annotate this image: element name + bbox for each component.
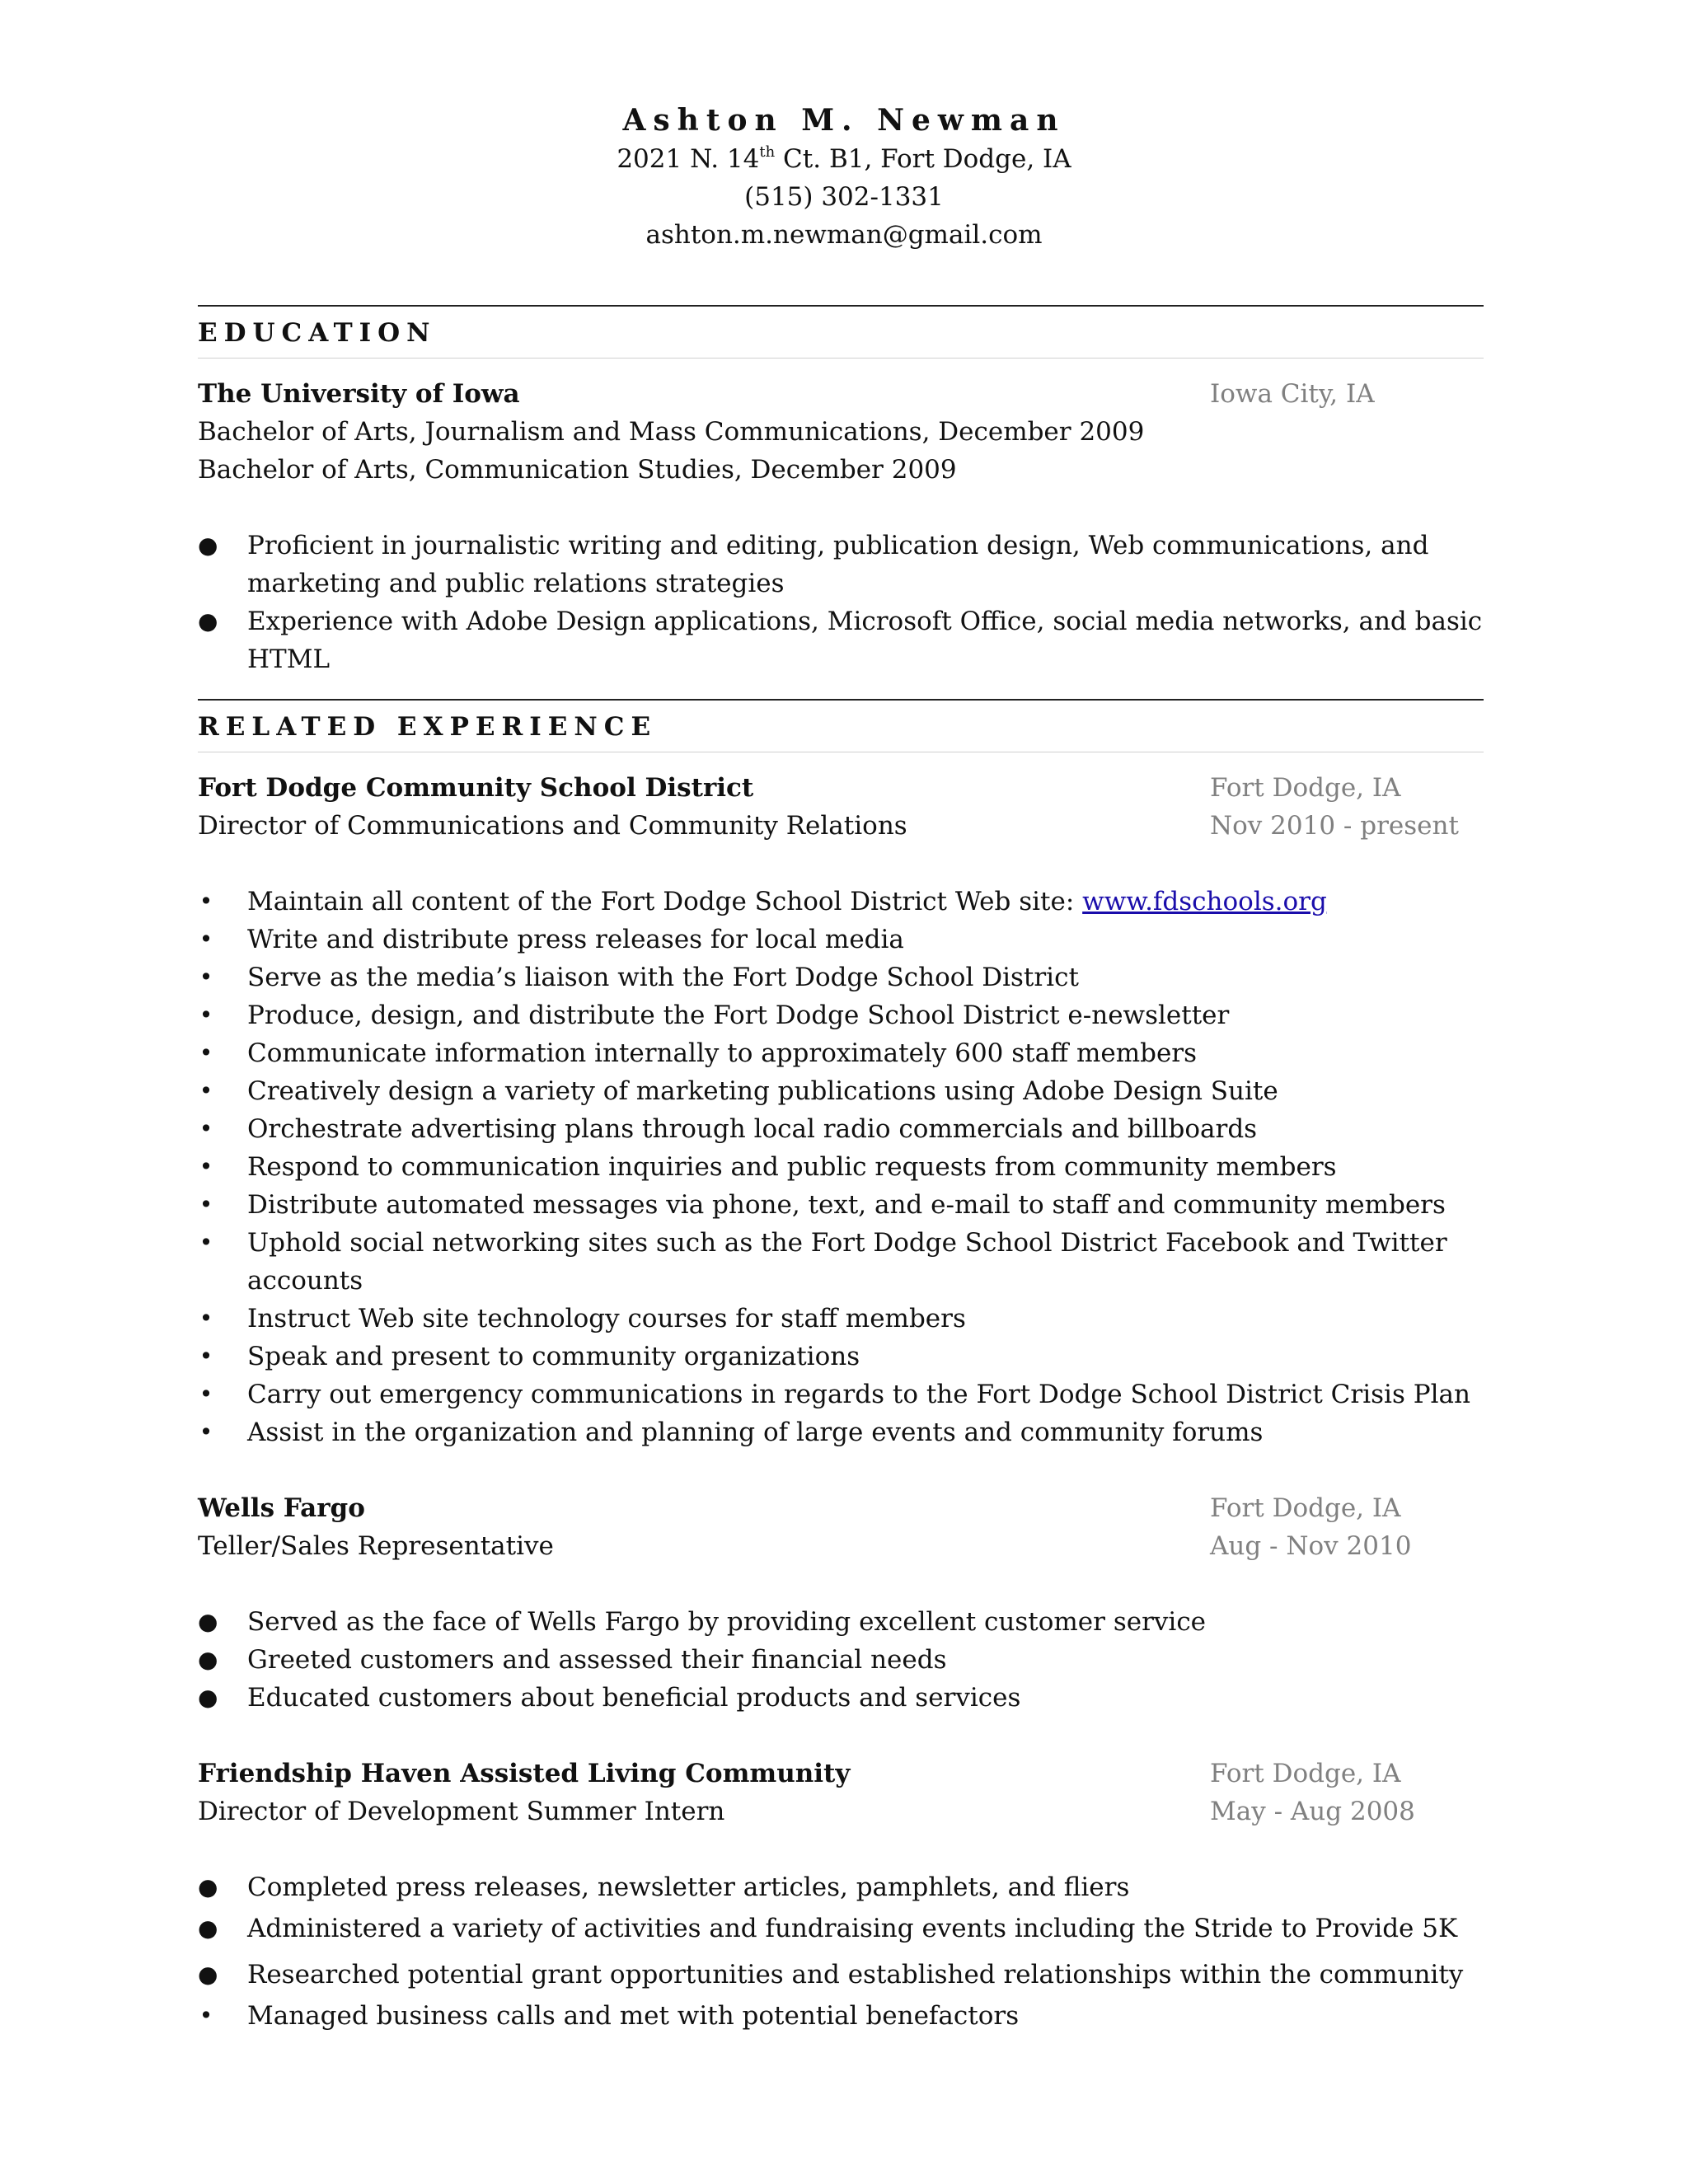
bullet-text: Instruct Web site technology courses for staff members bbox=[247, 1304, 966, 1333]
education-entry-header bbox=[198, 375, 1484, 413]
section-title: EDUCATION bbox=[198, 318, 437, 348]
bullet-icon: ● bbox=[198, 1873, 218, 1900]
bullet-icon: • bbox=[199, 1191, 213, 1218]
list-item bbox=[198, 1224, 1484, 1300]
address-suffix: Ct. B1, Fort Dodge, IA bbox=[775, 144, 1071, 174]
bullet-icon: • bbox=[199, 1115, 213, 1142]
contact-header bbox=[0, 101, 1688, 254]
bullet-text: Carry out emergency communications in regards to the Fort Dodge School District Crisis Plan bbox=[247, 1380, 1470, 1409]
list-item bbox=[198, 1034, 1484, 1072]
bullet-icon: • bbox=[199, 1039, 213, 1066]
address-superscript: th bbox=[759, 143, 776, 161]
bullet-text: Respond to communication inquiries and public requests from community members bbox=[247, 1152, 1337, 1182]
bullet-text: Served as the face of Wells Fargo by providing excellent customer service bbox=[247, 1607, 1207, 1637]
job-title: Teller/Sales Representative bbox=[198, 1531, 554, 1561]
list-item bbox=[198, 1338, 1484, 1376]
job-bullet-list bbox=[198, 1603, 1484, 1717]
job-location: Fort Dodge, IA bbox=[1210, 773, 1401, 803]
list-item bbox=[198, 1413, 1484, 1451]
employer-name: Fort Dodge Community School District bbox=[198, 773, 754, 803]
list-item bbox=[198, 921, 1484, 958]
bullet-icon: • bbox=[199, 1001, 213, 1029]
bullet-text: Greeted customers and assessed their financial needs bbox=[247, 1645, 947, 1675]
bullet-icon: • bbox=[199, 1343, 213, 1370]
list-item bbox=[198, 883, 1484, 921]
list-item bbox=[198, 1868, 1484, 1906]
bullet-text: Researched potential grant opportunities and established relationships within the community bbox=[247, 1960, 1464, 1990]
school-name: The University of Iowa bbox=[198, 379, 520, 409]
bullet-icon: • bbox=[199, 1229, 213, 1256]
bullet-icon: • bbox=[199, 1153, 213, 1180]
bullet-icon: ● bbox=[198, 1915, 218, 1942]
bullet-text: Experience with Adobe Design applications, Microsoft Office, social media networks, and basic HTML bbox=[247, 607, 1483, 674]
job-bullet-list bbox=[198, 1868, 1484, 2035]
list-item bbox=[198, 1110, 1484, 1148]
bullet-text: Produce, design, and distribute the Fort Dodge School District e-newsletter bbox=[247, 1001, 1230, 1030]
section-divider bbox=[198, 305, 1484, 307]
list-item bbox=[198, 1072, 1484, 1110]
job-subheader bbox=[198, 1793, 1484, 1830]
job-bullet-list bbox=[198, 883, 1484, 1451]
bullet-text: Educated customers about beneficial products and services bbox=[247, 1683, 1021, 1713]
job-subheader bbox=[198, 807, 1484, 845]
website-link[interactable]: www.fdschools.org bbox=[1082, 887, 1327, 916]
bullet-icon: • bbox=[199, 963, 213, 991]
job-subheader bbox=[198, 1527, 1484, 1565]
bullet-icon: ● bbox=[198, 1684, 218, 1711]
section-divider bbox=[198, 699, 1484, 701]
bullet-text: Maintain all content of the Fort Dodge School District Web site: bbox=[247, 887, 1083, 916]
bullet-text: Distribute automated messages via phone, text, and e-mail to staff and community members bbox=[247, 1190, 1446, 1220]
job-title: Director of Development Summer Intern bbox=[198, 1797, 725, 1826]
employer-name: Friendship Haven Assisted Living Community bbox=[198, 1759, 851, 1788]
list-item bbox=[198, 958, 1484, 996]
list-item bbox=[198, 1641, 1484, 1679]
bullet-text: Assist in the organization and planning of large events and community forums bbox=[247, 1418, 1264, 1447]
list-item bbox=[198, 1300, 1484, 1338]
job-entry bbox=[198, 769, 1484, 1451]
list-item bbox=[198, 602, 1484, 678]
list-item bbox=[198, 1376, 1484, 1413]
education-bullet-list bbox=[198, 527, 1484, 678]
address-line bbox=[0, 140, 1688, 178]
education-section bbox=[198, 305, 1484, 678]
bullet-text: Serve as the media’s liaison with the Fort Dodge School District bbox=[247, 963, 1079, 992]
list-item bbox=[198, 1603, 1484, 1641]
school-location: Iowa City, IA bbox=[1210, 379, 1375, 409]
phone-line: (515) 302-1331 bbox=[744, 182, 944, 212]
address-prefix: 2021 N. 14 bbox=[617, 144, 760, 174]
bullet-icon: ● bbox=[198, 607, 218, 635]
bullet-text: Write and distribute press releases for local media bbox=[247, 925, 904, 954]
job-dates: May - Aug 2008 bbox=[1210, 1797, 1415, 1826]
bullet-icon: ● bbox=[198, 1608, 218, 1635]
list-item bbox=[198, 1956, 1484, 1994]
job-title: Director of Communications and Community Relations bbox=[198, 811, 907, 841]
experience-section bbox=[198, 699, 1484, 2035]
list-item bbox=[198, 996, 1484, 1034]
list-item bbox=[198, 1186, 1484, 1224]
list-item bbox=[198, 527, 1484, 602]
employer-name: Wells Fargo bbox=[198, 1493, 365, 1523]
bullet-text: Uphold social networking sites such as the Fort Dodge School District Facebook and Twitter accounts bbox=[247, 1228, 1447, 1296]
email-line: ashton.m.newman@gmail.com bbox=[645, 220, 1043, 250]
bullet-text: Completed press releases, newsletter articles, pamphlets, and fliers bbox=[247, 1872, 1130, 1902]
list-item bbox=[198, 1997, 1484, 2035]
job-header bbox=[198, 769, 1484, 807]
bullet-text: Administered a variety of activities and fundraising events including the Stride to Provide 5K bbox=[247, 1914, 1458, 1943]
bullet-icon: • bbox=[199, 926, 213, 953]
list-item bbox=[198, 1679, 1484, 1717]
list-item bbox=[198, 1910, 1484, 1947]
bullet-icon: • bbox=[199, 888, 213, 915]
bullet-text: Creatively design a variety of marketing publications using Adobe Design Suite bbox=[247, 1076, 1278, 1106]
bullet-text: Managed business calls and met with potential benefactors bbox=[247, 2001, 1020, 2031]
bullet-icon: • bbox=[199, 1305, 213, 1332]
bullet-text-continued: marketing and public relations strategies bbox=[247, 569, 785, 598]
job-dates: Nov 2010 - present bbox=[1210, 811, 1459, 841]
job-location: Fort Dodge, IA bbox=[1210, 1759, 1401, 1788]
job-dates: Aug - Nov 2010 bbox=[1210, 1531, 1412, 1561]
job-entry bbox=[198, 1755, 1484, 2035]
bullet-icon: • bbox=[199, 2002, 213, 2029]
bullet-text: Speak and present to community organizations bbox=[247, 1342, 860, 1371]
job-header bbox=[198, 1489, 1484, 1527]
bullet-icon: • bbox=[199, 1077, 213, 1104]
bullet-icon: • bbox=[199, 1380, 213, 1408]
bullet-icon: • bbox=[199, 1418, 213, 1446]
job-location: Fort Dodge, IA bbox=[1210, 1493, 1401, 1523]
list-item bbox=[198, 1148, 1484, 1186]
bullet-icon: ● bbox=[198, 1646, 218, 1673]
bullet-text: Communicate information internally to approximately 600 staff members bbox=[247, 1038, 1198, 1068]
degree-line: Bachelor of Arts, Communication Studies, December 2009 bbox=[198, 455, 957, 485]
person-name: Ashton M. Newman bbox=[622, 103, 1066, 138]
bullet-icon: ● bbox=[198, 1961, 218, 1988]
bullet-text: Proficient in journalistic writing and editing, publication design, Web communications, and bbox=[247, 531, 1429, 560]
bullet-icon: ● bbox=[198, 532, 218, 559]
section-title: RELATED EXPERIENCE bbox=[198, 712, 658, 742]
job-entry bbox=[198, 1489, 1484, 1717]
bullet-text: Orchestrate advertising plans through local radio commercials and billboards bbox=[247, 1114, 1258, 1144]
degree-line: Bachelor of Arts, Journalism and Mass Communications, December 2009 bbox=[198, 417, 1145, 447]
job-header bbox=[198, 1755, 1484, 1793]
